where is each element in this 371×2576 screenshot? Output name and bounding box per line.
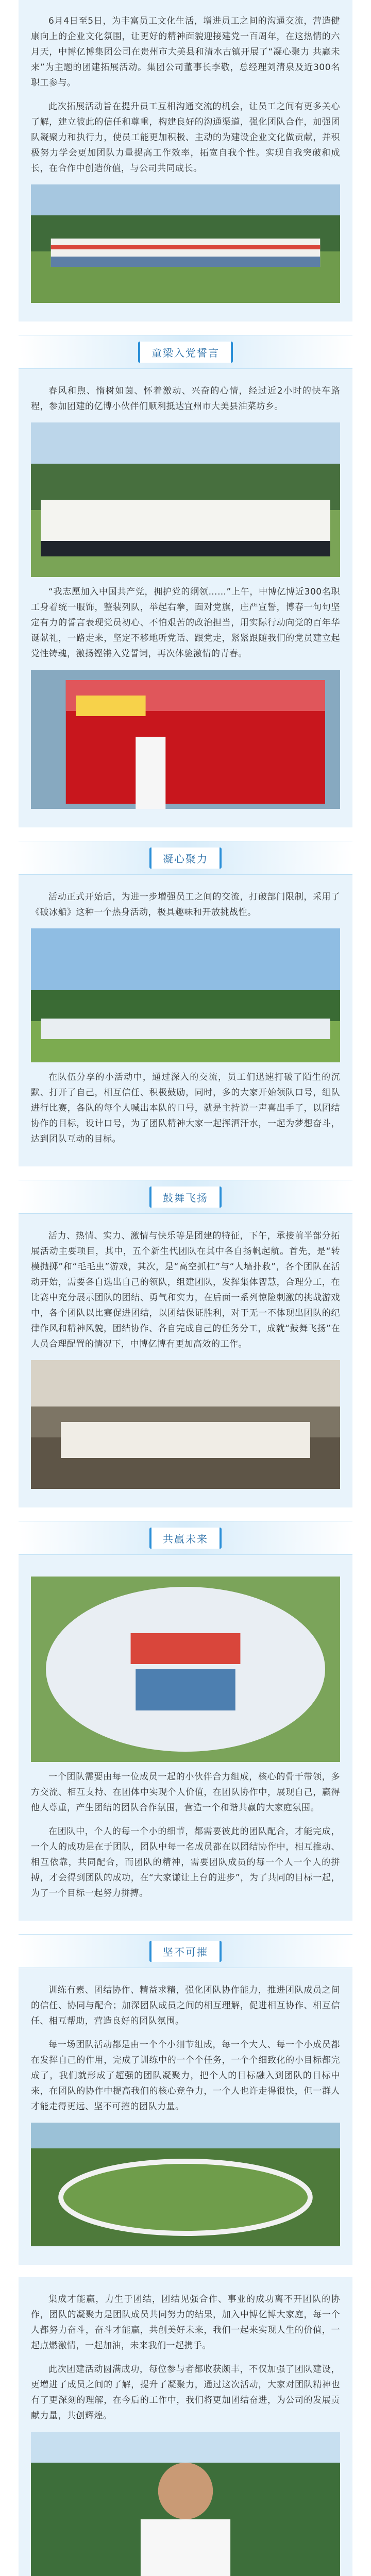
section-title-future: 共赢未来 [149,1528,222,1549]
intro-panel [19,0,352,321]
group-photo-1 [31,184,340,303]
section-title-oath: 童梁入党誓言 [138,342,233,363]
section-unbreakable-paragraph-2: 每一场团队活动都是由一个个小细节组成，每一个大人、每一个小成员都在发挥自己的作用，完成了训练中的一个个任务，一个个细致化的小目标都完成了，我们就形成了超强的团队凝聚力，把个人的目标融入到团队的目标中来，在团队的协作中提高我们的核心竞争力，一个人也许走得很快，但一群人才能走得更远、坚不可摧的团队力量。 [31,2040,340,2112]
section-head-drums [19,1180,352,1214]
section-future-paragraph-2: 在团队中，个人的每一个小的细节，都需要彼此的团队配合，才能完成，一个人的成功是在于团队，团队中每一名成员都在以团结协作中，相互推动、相互依靠，共同配合，而团队的精神，需要团队成员的每一个人一个人的拼搏，才会得到团队的成功，在“大家谦让上台的进步”，为了共同的目标一起，为了一个目标一起努力拼搏。 [31,1826,340,1899]
section-drums-paragraph-1: 活力、热情、实力、激情与快乐等是团建的特征，下午，承接前半部分拓展活动主要项目，其中，五个新生代团队在其中各自扬帆起航。首先，是“转模抛掷”和“毛毛虫”游戏，其次，是“高空抓杠”与“人墙扑救”，各个团队在活动开始，需要各自选出自己的领队，组建团队，发挥集体智慧，合理分工，在比赛中充分展示团队的团结、勇气和实力，在后面一系列惊险刺激的挑战游戏中，各个团队以比赛促进团结，以团结保证胜利，对于无一不体现出团队的纪律作风和精神风貌，团结协作、各自完成自己的任务分工，成就“鼓舞飞扬”在人员合理配置的情况下，中博亿博有更加高效的工作。 [31,1231,340,1349]
outro-paragraph-2: 此次团建活动圆满成功，每位参与者都收获颇丰，不仅加强了团队建设，更增进了成员之间的了解，提升了凝聚力，通过这次活动，大家对团队精神也有了更深刻的理解，在今后的工作中，我们将更加团结奋进，为公司的发展贡献力量，共创辉煌。 [31,2364,340,2421]
section-title-cohesion: 凝心聚力 [149,848,222,869]
banner-photo [31,670,340,809]
section-title-unbreakable: 坚不可摧 [149,1941,222,1962]
section-panel-cohesion [19,875,352,1166]
outro-paragraph-1: 集成才能赢，力生于团结，团结见强合作、事业的成功离不开团队的协作，团队的凝聚力是团队成员共同努力的结果，加入中博亿博大家庭，每一个人都努力奋斗，奋斗才能赢，共创美好未来，我们一起来实现人生的价值，一起点燃激情，一起加油，未来我们一起携手。 [31,2294,340,2351]
section-head-unbreakable [19,1934,352,1968]
group-photo-2 [31,422,340,577]
section-panel-oath [19,369,352,827]
section-head-future [19,1521,352,1555]
section-cohesion-paragraph-1: 活动正式开始后，为进一步增强员工之间的交流，打破部门限制，采用了《破冰船》这种一个热身活动，极具趣味和开放挑战性。 [31,892,340,918]
circle-photo [31,2123,340,2246]
intro-paragraph-1: 6月4日至5日，为丰富员工文化生活，增进员工之间的沟通交流，营造健康向上的企业文化氛围，让更好的精神面貌迎接建党一百周年，在这热情的六月天，中博亿博集团公司在贵州市大美县和清水古镇开展了“凝心聚力 共赢未来”为主题的团建拓展活动。集团公司董事长李敬，总经理刘清泉及近300名职工参与。 [31,16,340,88]
indoor-photo [31,1360,340,1489]
section-cohesion-paragraph-2: 在队伍分享的小活动中，通过深入的交流，员工们迅速打破了陌生的沉默、打开了自己，相互信任、积极鼓励，同时，多的大家开始领队口号，组队进行比赛，各队的每个人喊出本队的口号，就是主持说一声喜出手了，以团结协作的目标，设计口号，为了团队精神大家一起挥洒汗水，一起为梦想奋斗，达到团队互动的目标。 [31,1072,340,1144]
outro-panel [19,2277,352,2576]
formation-photo [31,1577,340,1762]
section-panel-unbreakable [19,1968,352,2265]
section-head-cohesion [19,841,352,875]
section-oath-paragraph-1: 春风和煦、惰树如茵、怀着激动、兴奋的心情，经过近2小时的快车路程，参加团建的亿博小伙伴们顺利抵达宜州市大美县油菜坊乡。 [31,386,340,412]
section-panel-future [19,1555,352,1921]
speaker-photo [31,2432,340,2576]
team-photo-1 [31,928,340,1062]
section-unbreakable-paragraph-1: 训练有素、团结协作、精益求精，强化团队协作能力，推进团队成员之间的信任、协同与配合；加深团队成员之间的相互理解，促进相互协作、相互信任、相互帮助，营造良好的团队氛围。 [31,1985,340,2026]
section-title-drums: 鼓舞飞扬 [149,1187,222,1208]
intro-paragraph-2: 此次拓展活动旨在提升员工互相沟通交流的机会，让员工之间有更多关心了解，建立彼此的信任和尊重，构建良好的沟通渠道，强化团队合作，加强团队凝聚力和执行力，使员工能更加积极、主动的为建设企业文化做贡献，并积极努力学会更加团队力量提高工作效率，拓宽自我个性。实现自我突破和成长，在合作中创造价值，与公司共同成长。 [31,101,340,174]
section-panel-drums [19,1214,352,1507]
section-head-oath [19,335,352,369]
section-future-paragraph-1: 一个团队需要由每一位成员一起的小伙伴合力组成，核心的骨干带领，多方交流、相互支持、在团体中实现个人价值，在团队协作中，展现自己，赢得他人尊重，产生团结的团队合作氛围，营造一个和谐共赢的大家庭氛围。 [31,1772,340,1813]
section-oath-quote: “我志愿加入中国共产党，拥护党的纲领……”上午，中博亿博近300名职工身着统一服饰，整装列队，举起右拳，面对党旗，庄严宣誓，博春一句句坚定有力的誓言表现党员初心、不怕艰苦的政治担当，用实际行动向党的百年华诞献礼，一路走来，坚定不移地听党话、跟党走，紧紧跟随我们的党员建立起党性铸魂，激扬铿锵入党誓词，再次体验激情的青春。 [31,587,340,659]
